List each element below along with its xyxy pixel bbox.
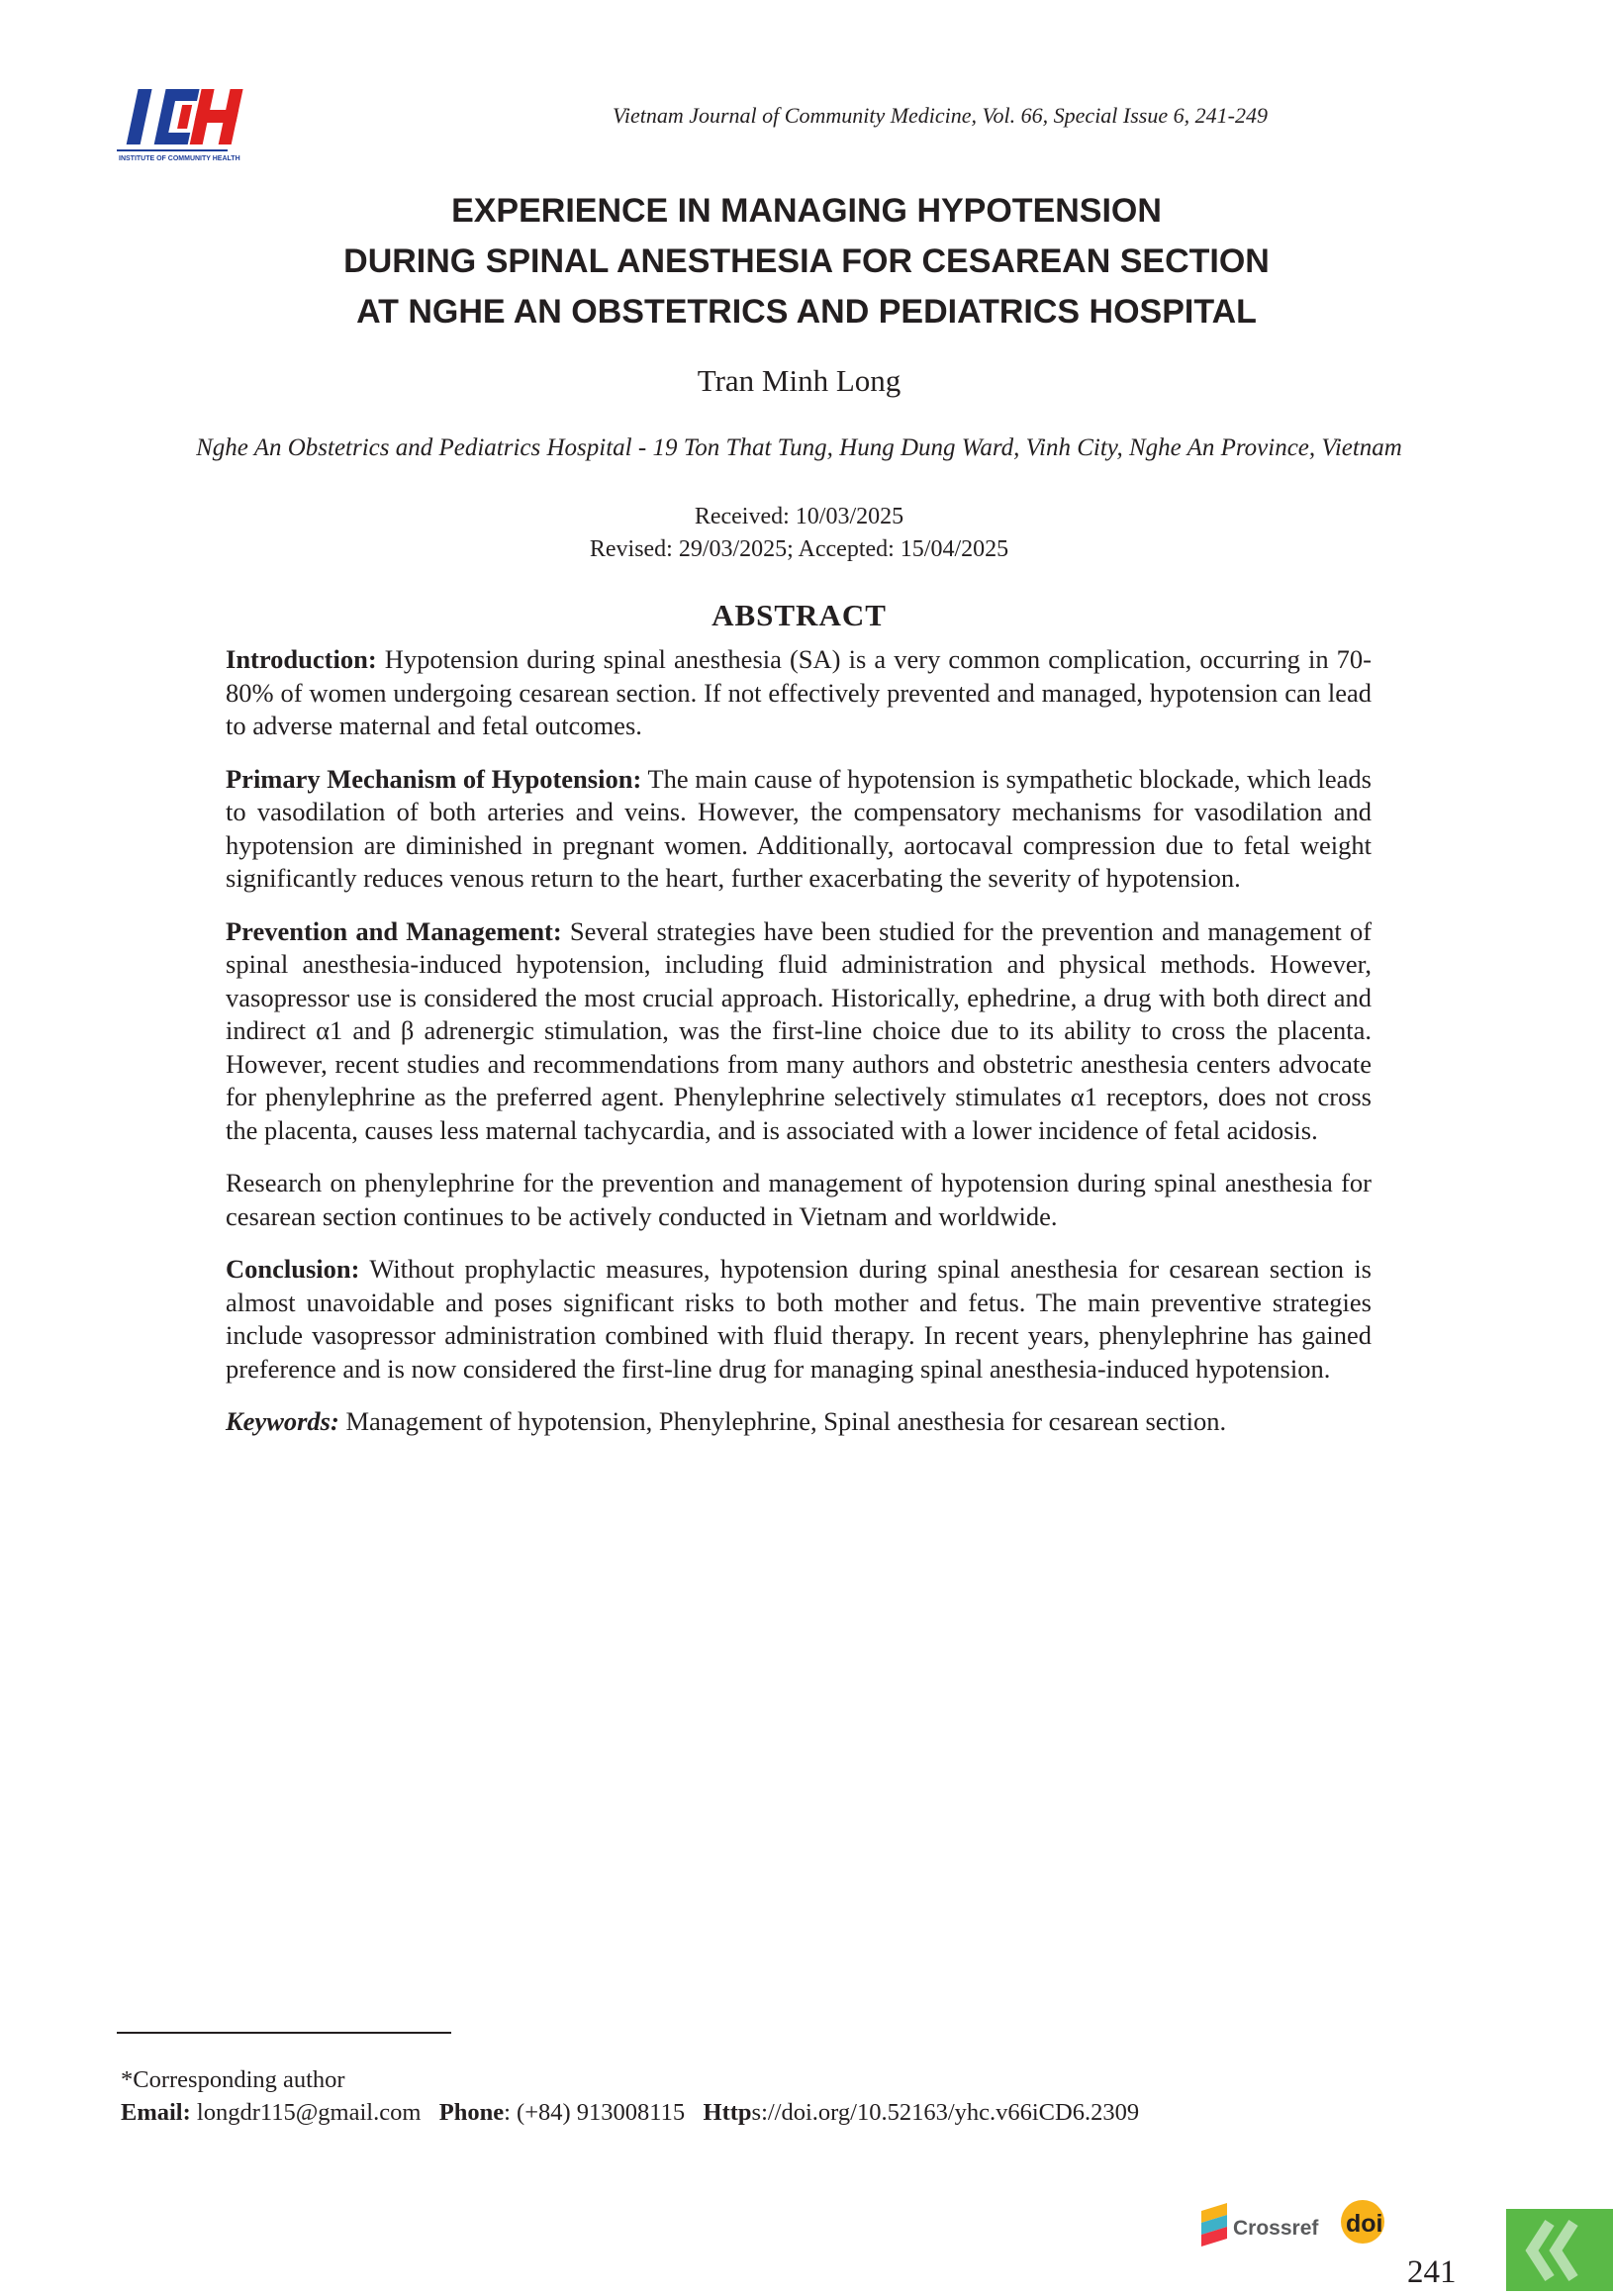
abstract-mechanism [226, 763, 1372, 896]
title-line: AT NGHE AN OBSTETRICS AND PEDIATRICS HOSPITAL [356, 293, 1257, 331]
crossref-mark [1201, 2203, 1227, 2247]
contact-line [121, 2096, 1139, 2129]
abstract-research [226, 1167, 1372, 1233]
crossref-logo[interactable] [1199, 2197, 1385, 2252]
section-text: The main cause of hypotension is sympathetic blockade, which leads to vasodilation of both arteries and veins. However, the compensatory mechanisms for vasodilation and hypotension are diminished in pregnant women. Additionally, aortocaval compression due to fetal weight significantly reduces venous return to the heart, further exacerbating the severity of hypotension. [226, 763, 1372, 893]
abstract-prevention [226, 915, 1372, 1148]
email-label: Email: [121, 2099, 191, 2126]
received-date: Received: 10/03/2025 [694, 504, 904, 529]
doi-link[interactable]: s://doi.org/10.52163/yhc.v66iCD6.2309 [751, 2099, 1140, 2126]
phone-label: Phone [438, 2099, 505, 2126]
abstract-conclusion [226, 1253, 1372, 1386]
keywords-text: Management of hypotension, Phenylephrine, Spinal anesthesia for cesarean section. [345, 1406, 1227, 1436]
title-line: EXPERIENCE IN MANAGING HYPOTENSION [451, 192, 1162, 230]
phone-number: : (+84) 913008115 [504, 2099, 686, 2126]
section-label: Prevention and Management: [226, 915, 562, 946]
section-label: Conclusion: [226, 1254, 360, 1284]
ich-logo [117, 87, 245, 164]
footnote-divider [117, 2032, 451, 2034]
article-dates [0, 501, 1598, 566]
affiliation: Nghe An Obstetrics and Pediatrics Hospital - 19 Ton That Tung, Hung Dung Ward, Vinh City, Nghe An Province, Vietnam [196, 434, 1402, 461]
doi-badge: doi [1346, 2210, 1383, 2238]
abstract-keywords [226, 1405, 1372, 1439]
logo-caption: INSTITUTE OF COMMUNITY HEALTH [119, 155, 240, 162]
abstract-introduction [226, 643, 1372, 743]
section-label: Primary Mechanism of Hypotension: [226, 763, 642, 794]
section-text: Several strategies have been studied for the prevention and management of spinal anesthesia-induced hypotension, including fluid administration and physical methods. However, vasopressor use is considered the most crucial approach. Historically, ephedrine, a drug with both direct and indirect α1 and β adrenergic stimulation, was the first-line choice due to its ability to cross the placenta. However, recent studies and recommendations from many authors and obstetric anesthesia centers advocate for phenylephrine as the preferred agent. Phenylephrine selectively stimulates α1 receptors, does not cross the placenta, causes less maternal tachycardia, and is associated with a lower incidence of fetal acidosis. [226, 915, 1373, 1145]
author-name: Tran Minh Long [697, 363, 901, 398]
abstract-body [226, 643, 1372, 1459]
footnote [121, 2063, 1139, 2129]
page-tab [1506, 2209, 1613, 2291]
corresponding-author-note: *Corresponding author [121, 2066, 345, 2093]
doi-label: Http [703, 2099, 752, 2126]
revised-accepted-dates: Revised: 29/03/2025; Accepted: 15/04/2025 [589, 536, 1009, 562]
chevron-left-double-icon [1506, 2209, 1613, 2291]
abstract-heading: ABSTRACT [712, 598, 887, 632]
page-number: 241 [1407, 2254, 1457, 2290]
article-title [99, 186, 1514, 337]
section-text: Hypotension during spinal anesthesia (SA) is a very common complication, occurring in 70-80% of women undergoing cesarean section. If not effectively prevented and managed, hypotension can lead to adverse maternal and fetal outcomes. [226, 644, 1373, 740]
section-text: Research on phenylephrine for the prevention and management of hypotension during spinal anesthesia for cesarean section continues to be actively conducted in Vietnam and worldwide. [226, 1168, 1372, 1231]
journal-citation: Vietnam Journal of Community Medicine, Vol. 66, Special Issue 6, 241-249 [613, 103, 1268, 128]
keywords-label: Keywords: [226, 1406, 339, 1436]
section-label: Introduction: [226, 644, 377, 674]
title-line: DURING SPINAL ANESTHESIA FOR CESAREAN SECTION [343, 242, 1270, 280]
crossref-label: Crossref [1233, 2217, 1319, 2240]
email-address[interactable]: longdr115@gmail.com [196, 2099, 422, 2126]
section-text: Without prophylactic measures, hypotension during spinal anesthesia for cesarean section is almost unavoidable and poses significant risks to both mother and fetus. The main preventive strategies include vasopressor administration combined with fluid therapy. In recent years, phenylephrine has gained preference and is now considered the first-line drug for managing spinal anesthesia-induced hypotension. [226, 1254, 1372, 1384]
